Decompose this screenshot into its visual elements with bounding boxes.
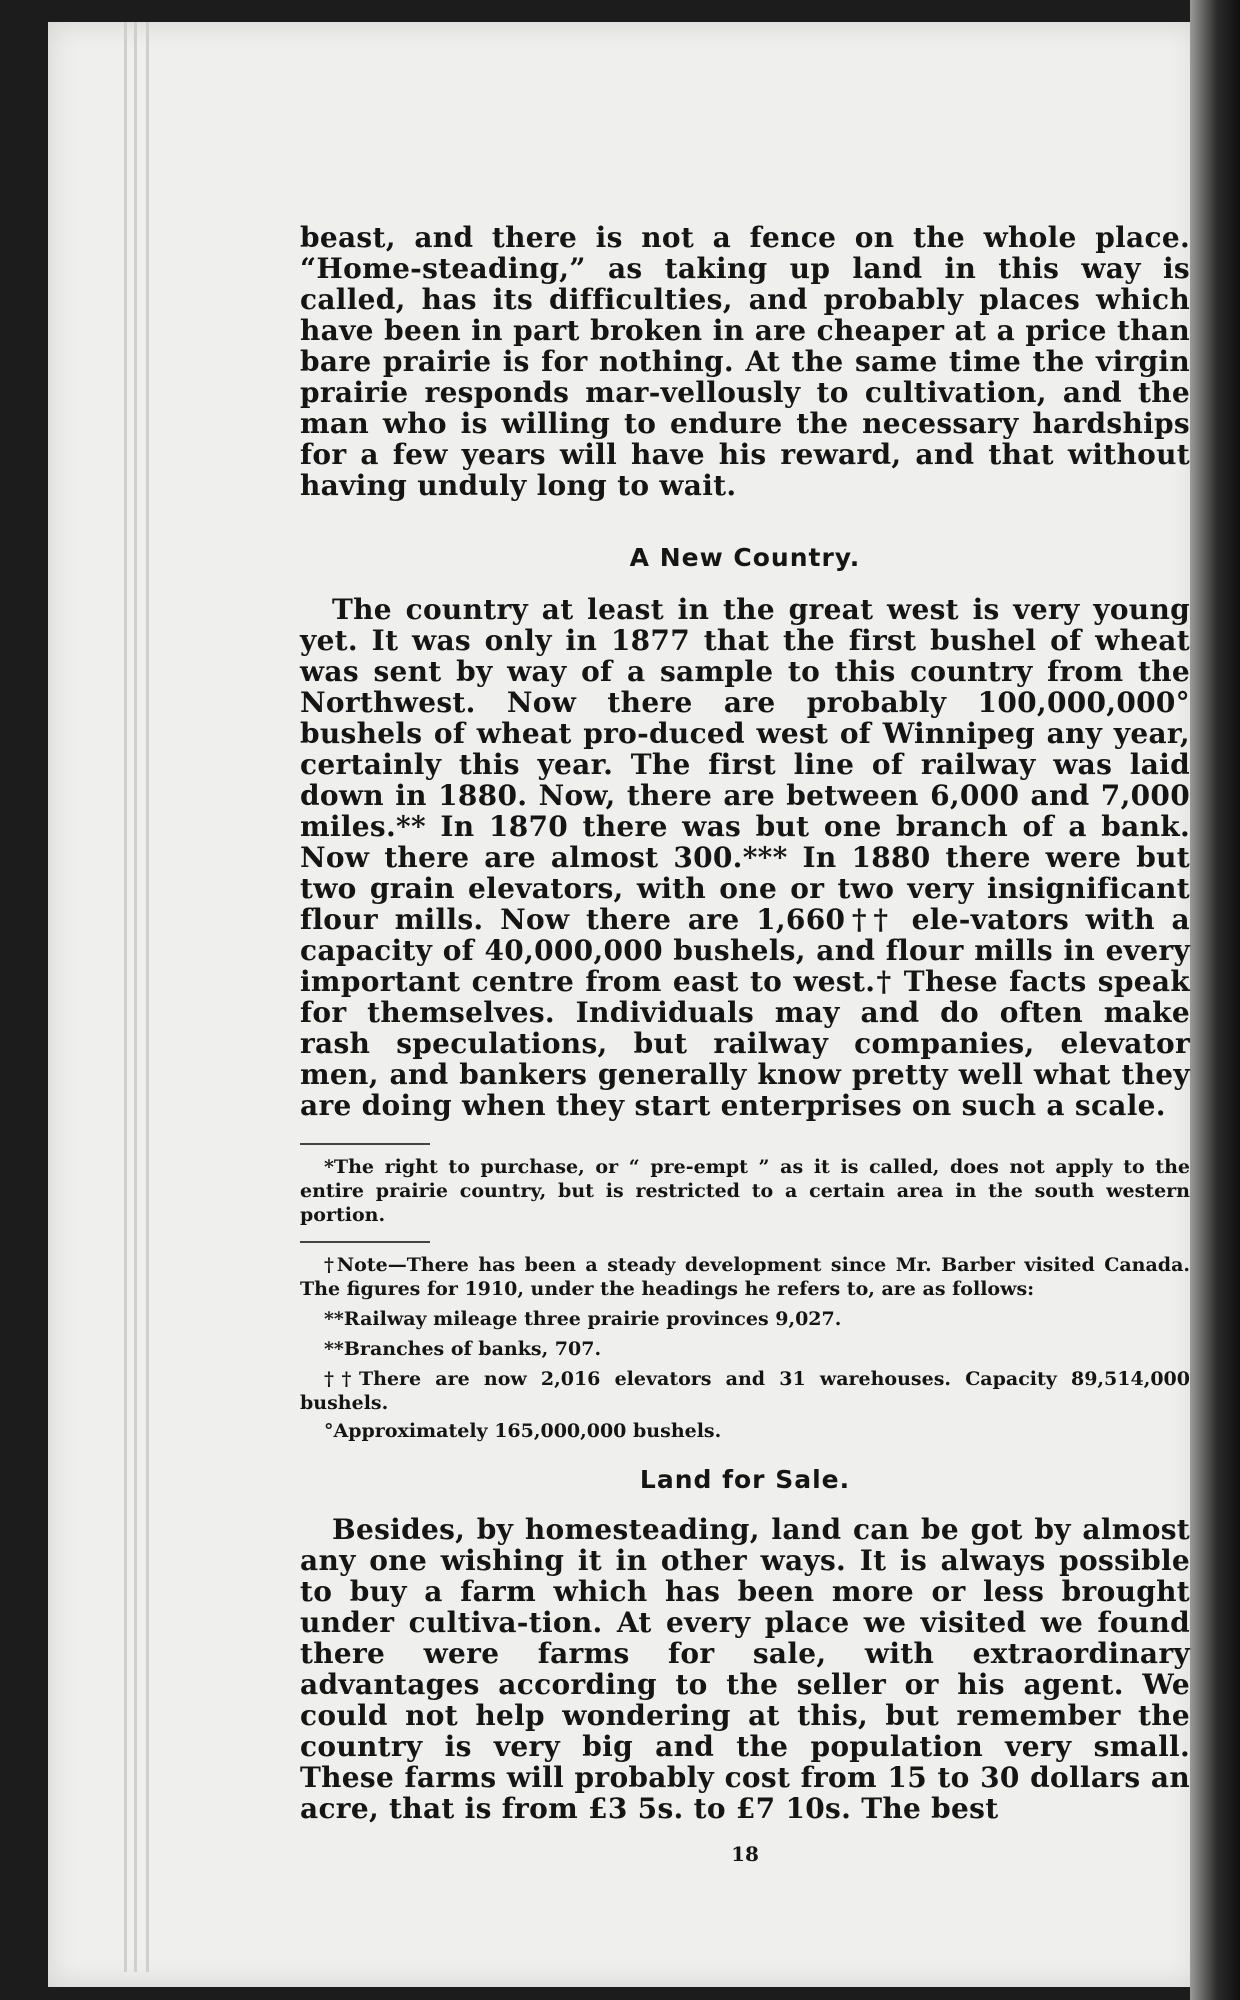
page-number: 18 xyxy=(731,1842,759,1866)
footnote-railway: **Railway mileage three prairie provinces 9,027. xyxy=(324,1308,842,1330)
section-paragraph-land-for-sale: Besides, by homesteading, land can be got by almost any one wishing it in other ways. It is always possible to buy a farm which has been more or less brought under cultiva-tion. At every place we visited we found there were farms for sale, with extraordinary advantages according to the seller or his agent. We could not help wondering at this, but remember the country is very big and the population very small. These farms will probably cost from 15 to 30 dollars an acre, that is from £3 5s. to £7 10s. The best xyxy=(300,1513,1190,1825)
section-heading-land-for-sale: Land for Sale. xyxy=(639,1465,851,1494)
footnote-elevators: ††There are now 2,016 elevators and 31 warehouses. Capacity 89,514,000 bushels. xyxy=(300,1368,1190,1414)
section-heading-new-country: A New Country. xyxy=(629,543,861,572)
footnote-banks: **Branches of banks, 707. xyxy=(324,1338,602,1360)
page-content xyxy=(300,222,1190,1866)
footnote-approx: °Approximately 165,000,000 bushels. xyxy=(324,1420,722,1442)
section-paragraph-new-country: The country at least in the great west is very young yet. It was only in 1877 that the first bushel of wheat was sent by way of a sample to this country from the Northwest. Now there are probably 100,000,000° bushels of wheat pro-duced west of Winnipeg any year, certainly this year. The first line of railway was laid down in 1880. Now, there are between 6,000 and 7,000 miles.** In 1870 there was but one branch of a bank. Now there are almost 300.*** In 1880 there were but two grain elevators, with one or two very insignificant flour mills. Now there are 1,660†† ele-vators with a capacity of 40,000,000 bushels, and flour mills in every important centre from east to west.† These facts speak for themselves. Individuals may and do often make rash speculations, but railway companies, elevator men, and bankers generally know pretty well what they are doing when they start enterprises on such a scale. xyxy=(300,593,1190,1122)
footnote-note: †Note—There has been a steady development since Mr. Barber visited Canada. The figures for 1910, under the headings he refers to, are as follows: xyxy=(300,1254,1190,1300)
page-edge xyxy=(124,22,127,1972)
page-edge xyxy=(146,22,149,1972)
gutter-shadow xyxy=(1190,0,1240,2000)
continuation-paragraph: beast, and there is not a fence on the whole place. “Home-steading,” as taking up land in this way is called, has its difficulties, and probably places which have been in part broken in are cheaper at a price than bare prairie is for nothing. At the same time the virgin prairie responds mar-vellously to cultivation, and the man who is willing to endure the necessary hardships for a few years will have his reward, and that without having unduly long to wait. xyxy=(300,221,1190,502)
page-edge xyxy=(134,22,137,1972)
footnote-preempt: *The right to purchase, or “ pre-empt ” as it is called, does not apply to the entire prairie country, but is restricted to a certain area in the south western portion. xyxy=(300,1156,1190,1226)
